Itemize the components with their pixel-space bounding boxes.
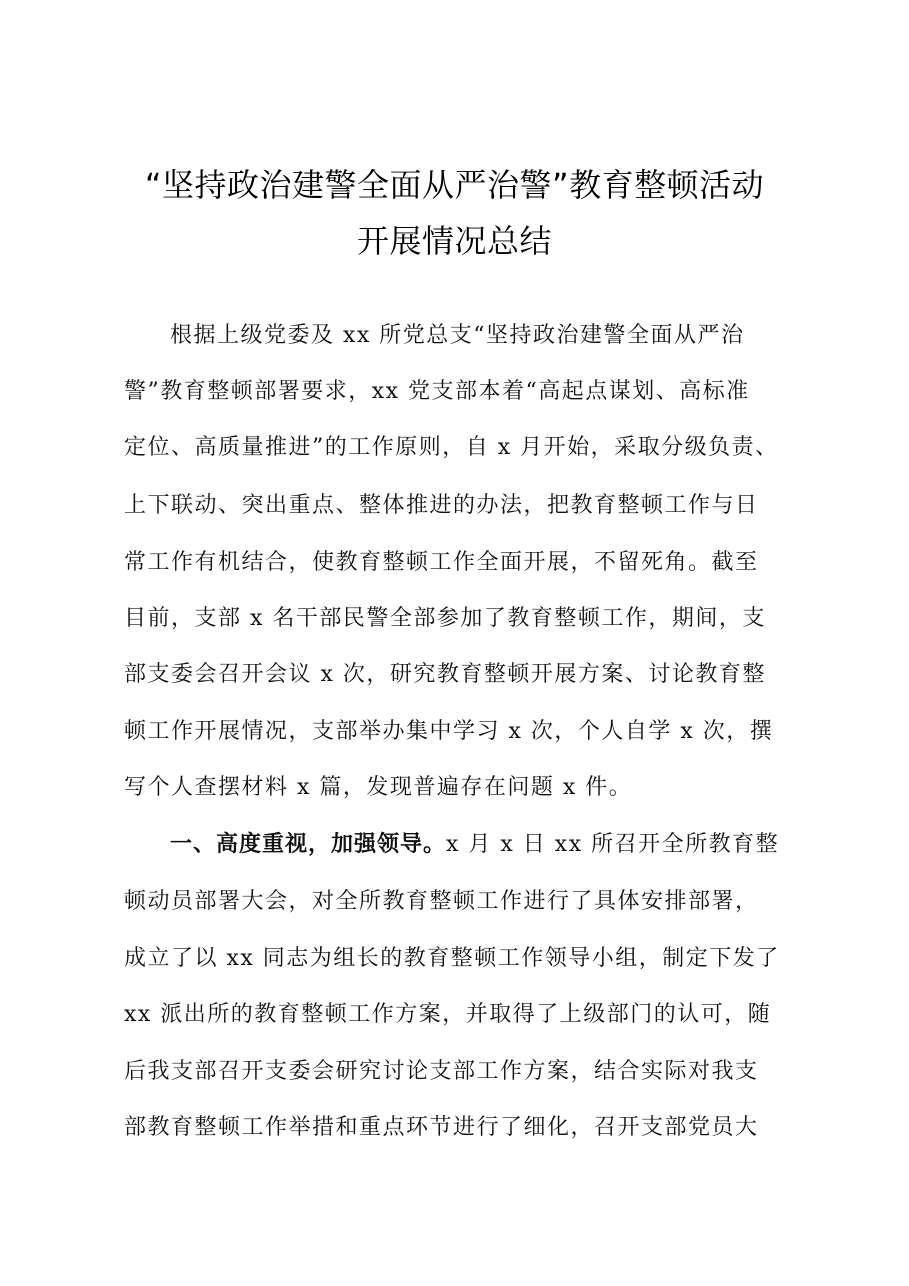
- paragraph-line: 后我支部召开支委会研究讨论支部工作方案，结合实际对我支: [124, 1059, 759, 1084]
- paragraph-line: 部教育整顿工作举措和重点环节进行了细化，召开支部党员大: [124, 1115, 759, 1140]
- document-title-line-2: 开展情况总结: [356, 222, 552, 260]
- section-1-first-line-text: x 月 x 日 xx 所召开全所教育整: [446, 832, 780, 857]
- section-1-heading: 一、高度重视，加强领导。: [170, 832, 447, 857]
- paragraph-line: 定位、高质量推进”的工作原则，自 x 月开始，采取分级负责、: [124, 435, 779, 460]
- paragraph-line: 警”教育整顿部署要求，xx 党支部本着“高起点谋划、高标准: [124, 379, 750, 404]
- document-title-line-1: “坚持政治建警全面从严治警”教育整顿活动: [144, 166, 765, 204]
- paragraph-line: 上下联动、突出重点、整体推进的办法，把教育整顿工作与日: [124, 493, 759, 518]
- paragraph-line: 顿动员部署大会，对全所教育整顿工作进行了具体安排部署，: [124, 889, 759, 914]
- section-1-first-line: [170, 827, 860, 858]
- paragraph-line: 常工作有机结合，使教育整顿工作全面开展，不留死角。截至: [124, 550, 759, 575]
- paragraph-line: xx 派出所的教育整顿工作方案，并取得了上级部门的认可，随: [124, 1002, 772, 1027]
- paragraph-line: 成立了以 xx 同志为组长的教育整顿工作领导小组，制定下发了: [124, 946, 780, 971]
- paragraph-line: 顿工作开展情况，支部举办集中学习 x 次，个人自学 x 次，撰: [124, 719, 774, 744]
- paragraph-line: 部支委会召开会议 x 次，研究教育整顿开展方案、讨论教育整: [124, 662, 766, 687]
- paragraph-line: 根据上级党委及 xx 所党总支“坚持政治建警全面从严治: [170, 323, 745, 348]
- paragraph-line: 目前，支部 x 名干部民警全部参加了教育整顿工作，期间，支: [124, 606, 766, 631]
- paragraph-line: 写个人查摆材料 x 篇，发现普遍存在问题 x 件。: [124, 775, 633, 800]
